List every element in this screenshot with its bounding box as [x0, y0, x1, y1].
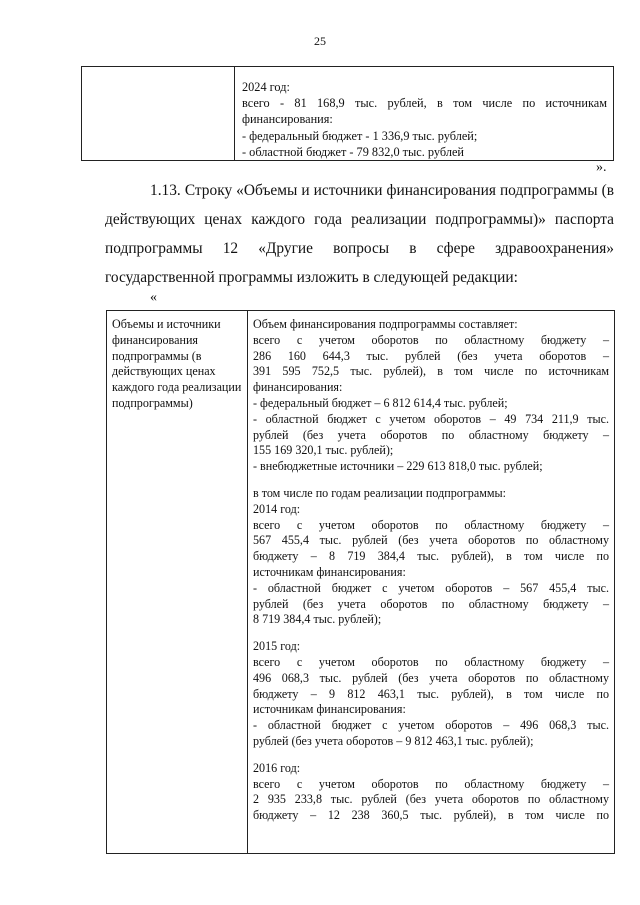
main-line: всего с учетом оборотов по областному бюджету –: [253, 654, 609, 669]
main-line: 567 455,4 тыс. рублей (без учета оборотов по областному: [253, 533, 609, 548]
paragraph-line: подпрограммы 12 «Другие вопросы в сфере здравоохранения»: [105, 240, 614, 257]
top-line: всего - 81 168,9 тыс. рублей, в том числе по источникам: [242, 96, 607, 111]
main-line: бюджету – 8 719 384,4 тыс. рублей), в том числе по: [253, 549, 609, 564]
closing-quote: ».: [596, 160, 607, 175]
main-line: 2 935 233,8 тыс. рублей (без учета оборотов по областному: [253, 792, 609, 807]
main-line: 8 719 384,4 тыс. рублей);: [253, 612, 382, 627]
financing-table-content-cell: [248, 311, 615, 854]
main-line: бюджету – 12 238 360,5 тыс. рублей), в том числе по: [253, 808, 609, 823]
main-line: источникам финансирования:: [253, 564, 406, 579]
main-line: 391 595 752,5 тыс. рублей), в том числе по источникам: [253, 364, 609, 379]
main-line: всего с учетом оборотов по областному бюджету –: [253, 776, 609, 791]
main-line: в том числе по годам реализации подпрограммы:: [253, 485, 506, 500]
main-line: бюджету – 9 812 463,1 тыс. рублей), в том числе по: [253, 686, 609, 701]
main-line: рублей (без учета оборотов по областному бюджету –: [253, 596, 609, 611]
main-line: 2016 год:: [253, 760, 301, 775]
paragraph-line: государственной программы изложить в следующей редакции:: [105, 269, 518, 286]
main-line: рублей (без учета оборотов – 9 812 463,1 тыс. рублей);: [253, 733, 534, 748]
paragraph-line: 1.13. Строку «Объемы и источники финансирования подпрограммы (в: [150, 182, 614, 199]
top-table-left-cell: [82, 67, 235, 161]
main-line: всего с учетом оборотов по областному бюджету –: [253, 332, 609, 347]
main-line: всего с учетом оборотов по областному бюджету –: [253, 517, 609, 532]
top-table: [81, 66, 614, 161]
main-line: 155 169 320,1 тыс. рублей);: [253, 443, 394, 458]
main-line: 2014 год:: [253, 501, 301, 516]
main-line: Объем финансирования подпрограммы составляет:: [253, 317, 518, 331]
main-line: [253, 628, 609, 639]
opening-quote: «: [150, 290, 157, 305]
main-line: - федеральный бюджет – 6 812 614,4 тыс. рублей;: [253, 395, 508, 410]
top-table-right-cell: [235, 67, 614, 161]
main-line: финансирования:: [253, 380, 343, 395]
financing-text: [253, 317, 609, 824]
financing-table: [106, 310, 615, 854]
amendment-paragraph: [105, 176, 614, 292]
main-line: рублей (без учета оборотов по областному бюджету –: [253, 427, 609, 442]
main-line: - внебюджетные источники – 229 613 818,0 тыс. рублей;: [253, 459, 543, 474]
main-line: [253, 750, 609, 761]
top-line: - областной бюджет - 79 832,0 тыс. рублей: [242, 144, 465, 159]
page-number: 25: [314, 34, 326, 48]
main-line: - областной бюджет с учетом оборотов – 567 455,4 тыс.: [253, 580, 609, 595]
main-line: 2015 год:: [253, 639, 301, 654]
top-line: финансирования:: [242, 112, 333, 127]
main-line: [253, 475, 609, 486]
top-line: 2024 год:: [242, 80, 290, 94]
paragraph-line: действующих ценах каждого года реализации подпрограммы)» паспорта: [105, 211, 614, 228]
main-line: 286 160 644,3 тыс. рублей (без учета оборотов –: [253, 348, 609, 363]
main-line: - областной бюджет с учетом оборотов – 496 068,3 тыс.: [253, 718, 609, 733]
top-table-text: [242, 79, 607, 160]
main-line: 496 068,3 тыс. рублей (без учета оборотов по областному: [253, 670, 609, 685]
financing-table-label-cell: [107, 311, 248, 854]
main-line: - областной бюджет с учетом оборотов – 49 734 211,9 тыс.: [253, 411, 609, 426]
financing-label: Объемы и источники финансирования подпрограммы (в действующих ценах каждого года реализации подпрограммы): [112, 317, 242, 410]
top-line: - федеральный бюджет - 1 336,9 тыс. рублей;: [242, 128, 478, 143]
main-line: источникам финансирования:: [253, 702, 406, 717]
